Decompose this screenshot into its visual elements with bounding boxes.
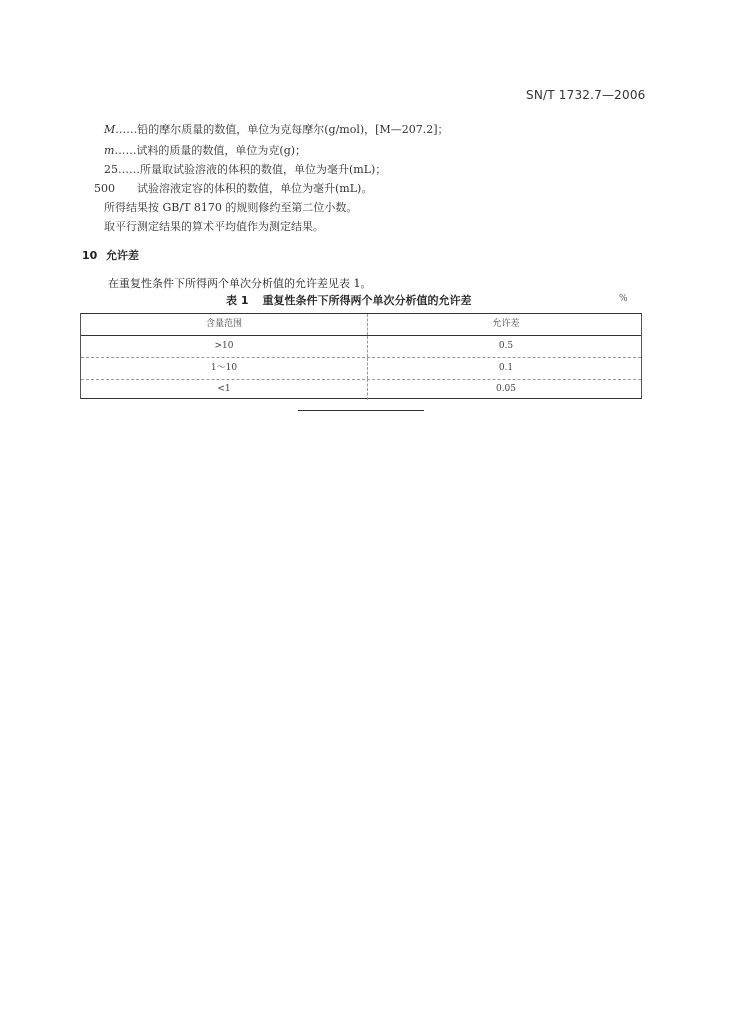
table-header-cell: 含量范围 (205, 319, 242, 329)
end-of-document-rule (298, 410, 424, 411)
table-caption (226, 292, 471, 308)
definition-text: 所量取试验溶液的体积的数值，单位为毫升(mL)； (140, 163, 387, 176)
section-heading (82, 247, 139, 263)
table-cell-range: 1～10 (210, 363, 238, 373)
definition-separator: …… (118, 163, 140, 176)
definition-line-M (104, 121, 449, 137)
definition-line-500 (94, 180, 372, 196)
definition-line-m (104, 142, 306, 158)
table-cell-tolerance: 0.5 (367, 336, 644, 357)
definition-symbol: m (104, 144, 115, 157)
definition-symbol: 25 (104, 163, 118, 176)
definition-text: 试料的质量的数值，单位为克(g)； (136, 144, 307, 157)
section-title: 允许差 (106, 249, 139, 262)
tolerance-table (80, 313, 642, 399)
table-row (81, 336, 641, 358)
table-header-cell: 允许差 (367, 314, 644, 335)
table-intro: 在重复性条件下所得两个单次分析值的允许差见表 1。 (108, 277, 372, 290)
definition-symbol: M (104, 123, 116, 136)
definition-text: 铅的摩尔质量的数值，单位为克每摩尔(g/mol)，[M—207.2]； (137, 123, 449, 136)
table-unit: % (619, 294, 628, 304)
table-cell-tolerance: 0.1 (367, 358, 644, 379)
standard-number: SN/T 1732.7—2006 (526, 88, 646, 102)
table-row (81, 358, 641, 380)
definition-separator: …… (115, 182, 137, 195)
table-caption-number: 表 1 (226, 294, 249, 307)
definition-separator: …… (115, 123, 138, 136)
table-cell-range: <1 (217, 384, 231, 394)
mean-paragraph: 取平行测定结果的算术平均值作为测定结果。 (104, 220, 324, 233)
table-caption-title: 重复性条件下所得两个单次分析值的允许差 (262, 294, 472, 307)
table-cell-range: >10 (214, 341, 234, 351)
definition-text: 试验溶液定容的体积的数值，单位为毫升(mL)。 (137, 182, 373, 195)
definition-symbol: 500 (94, 182, 115, 195)
table-row (81, 379, 641, 400)
table-header-row (81, 314, 641, 336)
table-cell-tolerance: 0.05 (367, 379, 644, 400)
definition-line-25 (104, 161, 386, 177)
section-number: 10 (82, 249, 98, 262)
definition-separator: …… (114, 144, 137, 157)
rounding-paragraph: 所得结果按 GB/T 8170 的规则修约至第二位小数。 (104, 201, 358, 214)
